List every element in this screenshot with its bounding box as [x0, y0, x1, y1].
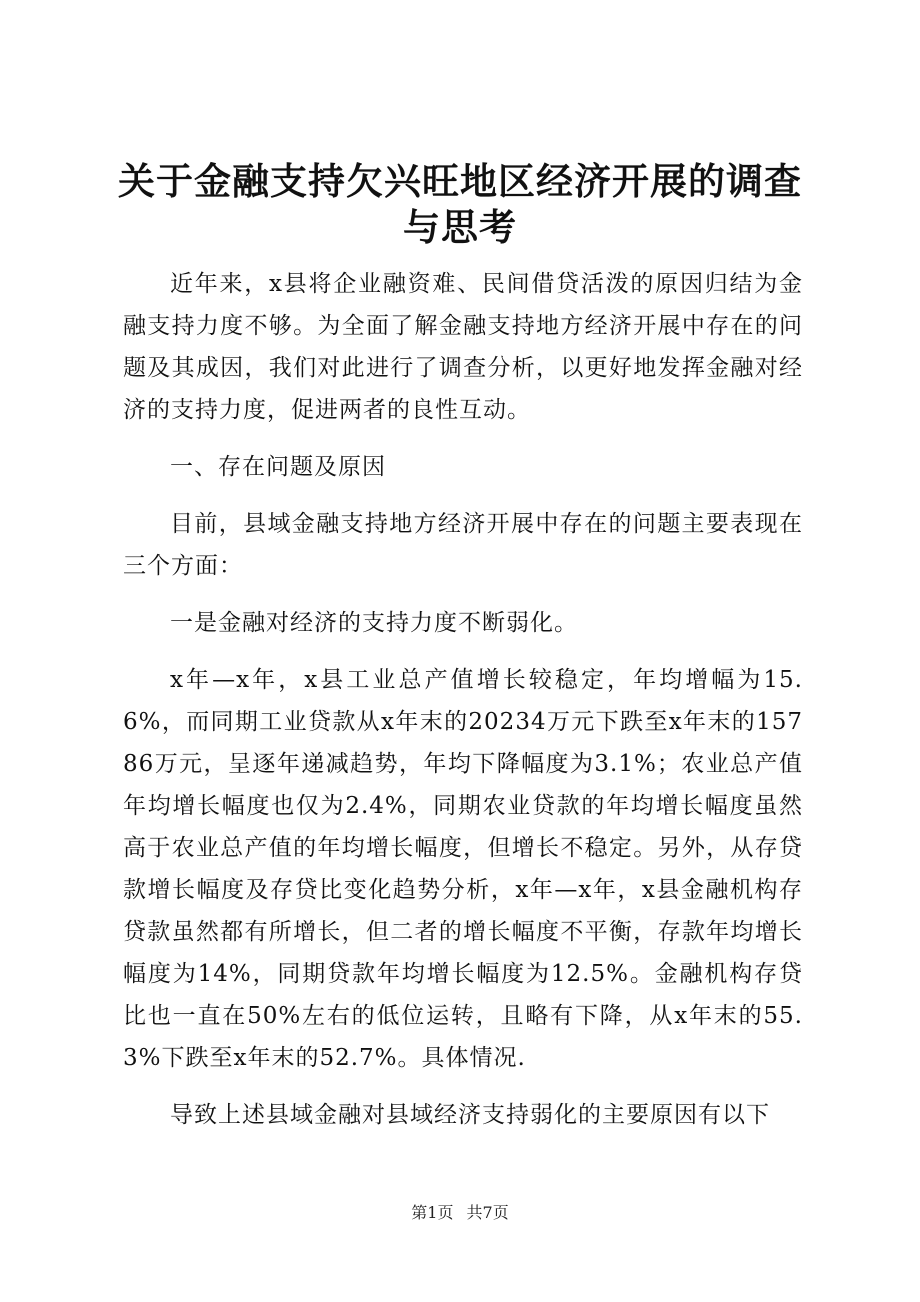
document-title: 关于金融支持欠兴旺地区经济开展的调查与思考	[118, 159, 802, 249]
document-body	[123, 263, 803, 1151]
paragraph-intro: 近年来，x县将企业融资难、民间借贷活泼的原因归结为金融支持力度不够。为全面了解金融支持地方经济开展中存在的问题及其成因，我们对此进行了调查分析，以更好地发挥金融对经济的支持力度，促进两者的良性互动。	[123, 271, 803, 423]
section-heading: 一、存在问题及原因	[170, 454, 386, 480]
page-footer	[0, 1203, 920, 1223]
paragraph-causes: 导致上述县域金融对县域经济支持弱化的主要原因有以下	[170, 1102, 770, 1128]
page-number: 第1页	[411, 1203, 454, 1222]
paragraph-point-one: 一是金融对经济的支持力度不断弱化。	[170, 610, 578, 636]
page-total: 共7页	[466, 1203, 509, 1222]
paragraph-overview: 目前，县域金融支持地方经济开展中存在的问题主要表现在三个方面：	[123, 511, 803, 579]
paragraph-statistics: x年—x年，x县工业总产值增长较稳定，年均增幅为15.6%，而同期工业贷款从x年末的20234万元下跌至x年末的15786万元，呈逐年递减趋势，年均下降幅度为3.1%；农业总产值年均增长幅度也仅为2.4%，同期农业贷款的年均增长幅度虽然高于农业总产值的年均增长幅度，但增长不稳定。另外，从存贷款增长幅度及存贷比变化趋势分析，x年—x年，x县金融机构存贷款虽然都有所增长，但二者的增长幅度不平衡，存款年均增长幅度为14%，同期贷款年均增长幅度为12.5%。金融机构存贷比也一直在50%左右的低位运转，且略有下降，从x年末的55.3%下跌至x年末的52.7%。具体情况.	[123, 667, 803, 1071]
